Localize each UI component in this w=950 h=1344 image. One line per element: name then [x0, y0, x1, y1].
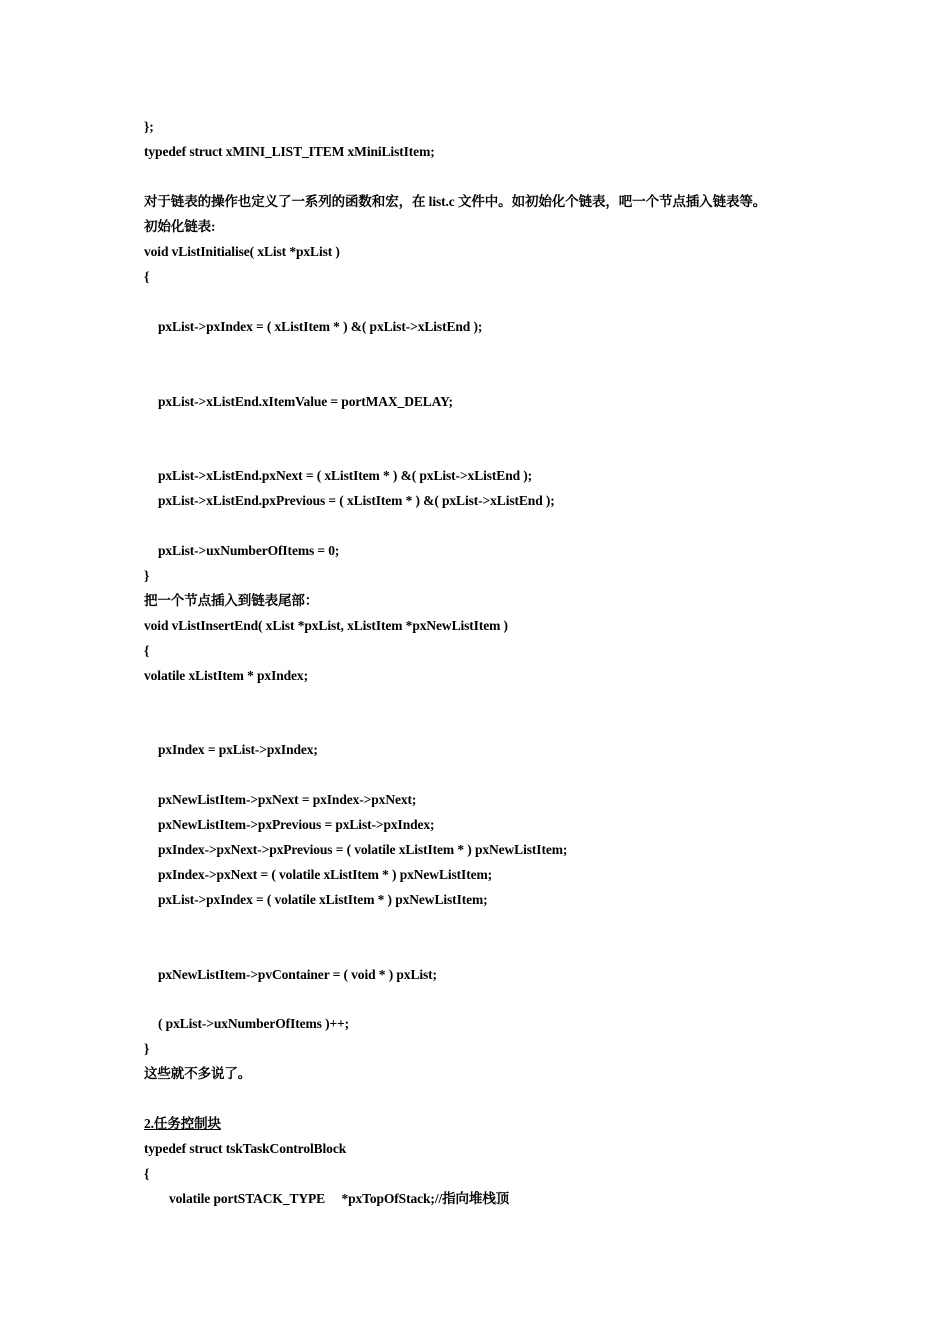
code-line: typedef struct tskTaskControlBlock [144, 1141, 347, 1156]
code-line: ( pxList->uxNumberOfItems )++; [158, 1016, 350, 1031]
code-line: pxList->xListEnd.pxNext = ( xListItem * ) &( pxList->xListEnd ); [158, 468, 533, 483]
code-line: { [144, 1166, 150, 1181]
code-line: pxIndex = pxList->pxIndex; [158, 742, 318, 757]
code-line: }; [144, 119, 154, 134]
paragraph-text: 对于链表的操作也定义了一系列的函数和宏，在 list.c 文件中。如初始化个链表，吧一个节点插入链表等。 [144, 194, 767, 209]
code-line: volatile portSTACK_TYPE *pxTopOfStack;//指向堆栈顶 [169, 1191, 510, 1206]
code-line: } [144, 568, 150, 583]
code-line: } [144, 1041, 150, 1056]
code-line: pxList->xListEnd.xItemValue = portMAX_DELAY; [158, 394, 453, 409]
code-line: pxNewListItem->pxPrevious = pxList->pxIndex; [158, 817, 435, 832]
code-line: void vListInsertEnd( xList *pxList, xListItem *pxNewListItem ) [144, 618, 508, 633]
code-line: void vListInitialise( xList *pxList ) [144, 244, 340, 259]
code-line: pxIndex->pxNext = ( volatile xListItem * ) pxNewListItem; [158, 867, 493, 882]
code-line: pxList->xListEnd.pxPrevious = ( xListItem * ) &( pxList->xListEnd ); [158, 493, 555, 508]
code-line: { [144, 643, 150, 658]
code-line: pxNewListItem->pvContainer = ( void * ) pxList; [158, 967, 437, 982]
code-line: pxList->pxIndex = ( volatile xListItem * ) pxNewListItem; [158, 892, 488, 907]
section-label: 把一个节点插入到链表尾部： [144, 593, 319, 608]
section-heading: 2.任务控制块 [144, 1116, 221, 1131]
code-line: { [144, 269, 150, 284]
code-line: pxIndex->pxNext->pxPrevious = ( volatile xListItem * ) pxNewListItem; [158, 842, 568, 857]
code-line: volatile xListItem * pxIndex; [144, 668, 308, 683]
section-label: 初始化链表: [144, 219, 216, 234]
code-line: typedef struct xMINI_LIST_ITEM xMiniListItem; [144, 144, 435, 159]
code-line: pxList->uxNumberOfItems = 0; [158, 543, 340, 558]
code-line: pxList->pxIndex = ( xListItem * ) &( pxList->xListEnd ); [158, 319, 483, 334]
paragraph-text: 这些就不多说了。 [144, 1066, 252, 1081]
code-line: pxNewListItem->pxNext = pxIndex->pxNext; [158, 792, 417, 807]
